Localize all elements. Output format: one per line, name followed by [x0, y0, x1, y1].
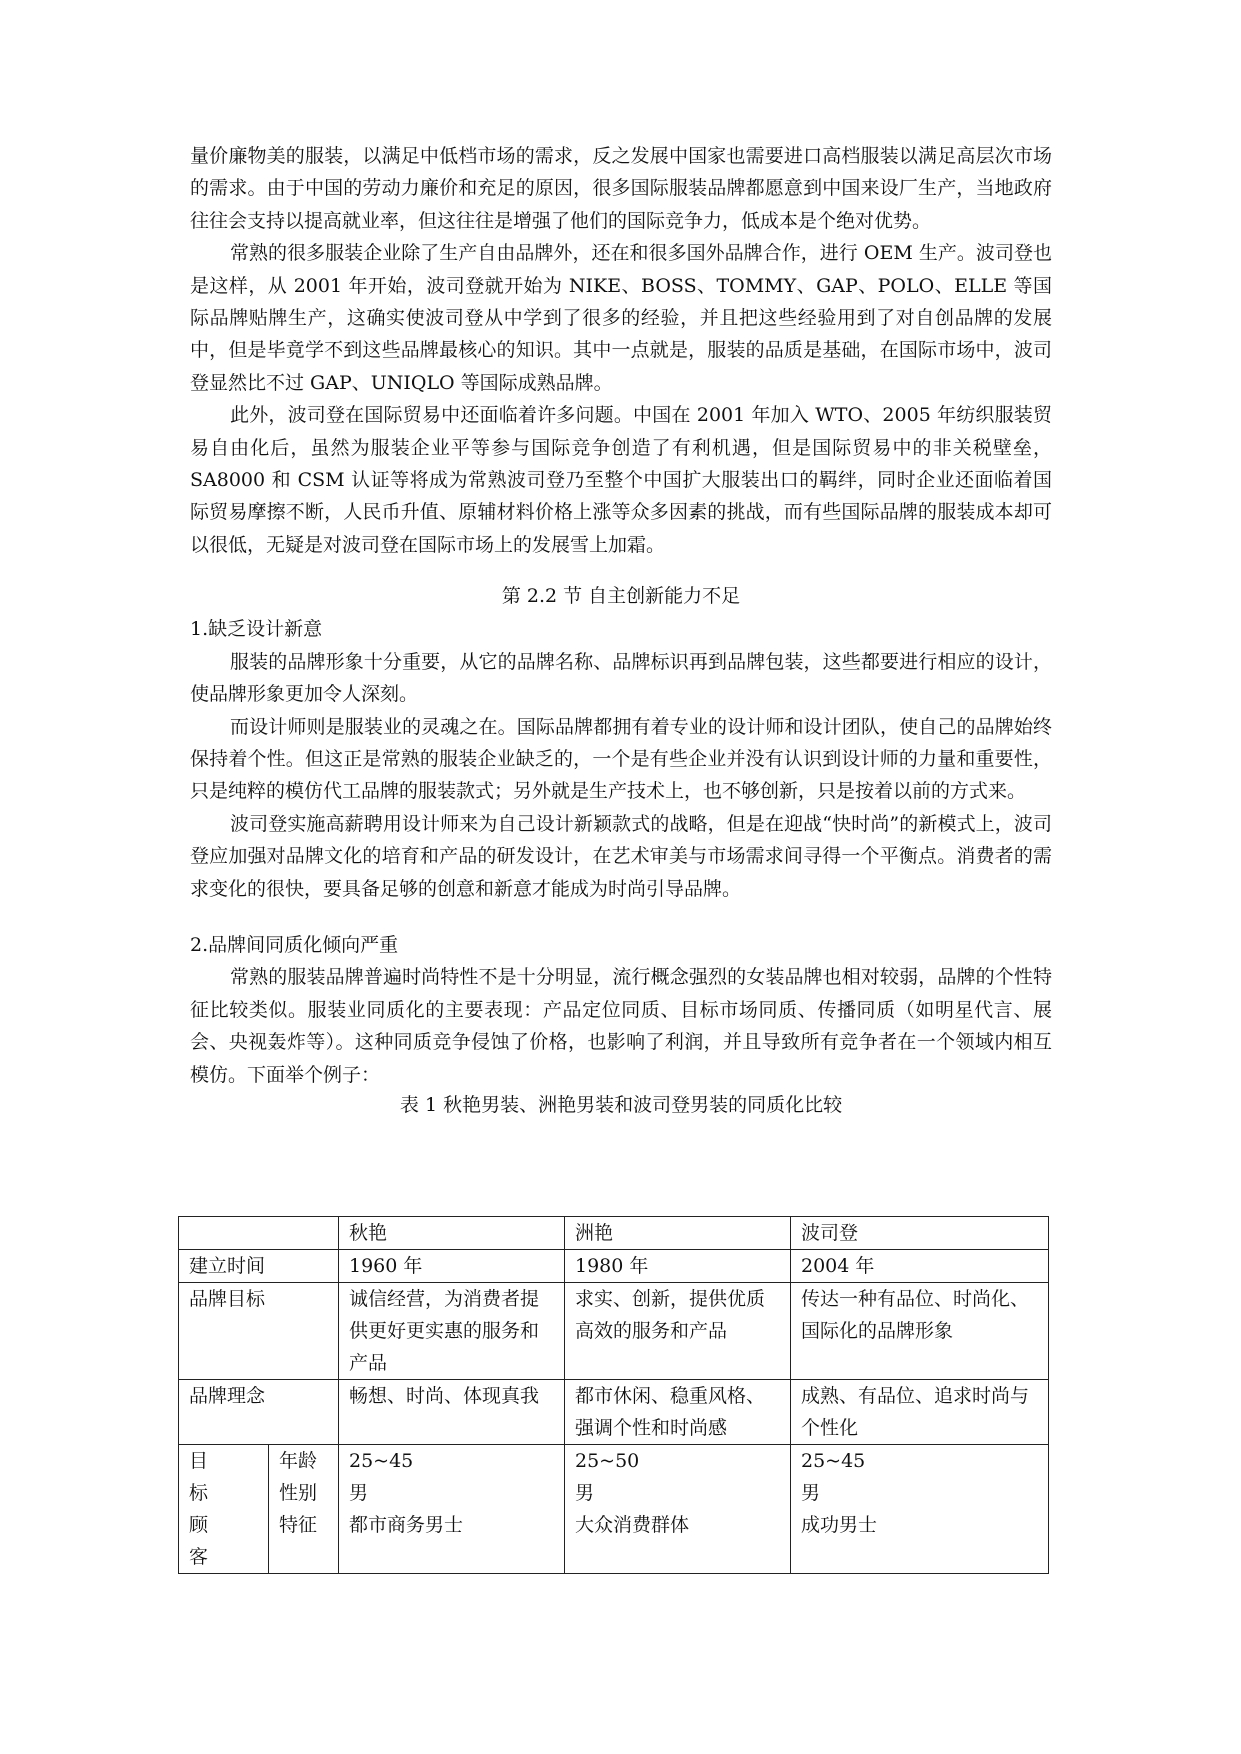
table-row-target-customer	[179, 1445, 1049, 1574]
cell-line: 25~45	[801, 1450, 866, 1472]
paragraph: 服装的品牌形象十分重要，从它的品牌名称、品牌标识再到品牌包装，这些都要进行相应的设计，使品牌形象更加令人深刻。	[190, 650, 1052, 706]
table-cell: 1980 年	[565, 1250, 791, 1283]
group-label-char: 标	[189, 1482, 209, 1504]
subsection-heading: 2.品牌间同质化倾向严重	[190, 933, 399, 956]
table-cell: 畅想、时尚、体现真我	[339, 1380, 565, 1445]
table-cell	[339, 1445, 565, 1574]
cell-line: 都市商务男士	[349, 1514, 464, 1536]
cell-line: 男	[801, 1482, 821, 1504]
group-label	[179, 1445, 269, 1574]
table-row	[179, 1283, 1049, 1380]
table-cell: 1960 年	[339, 1250, 565, 1283]
table-cell: 诚信经营，为消费者提供更好更实惠的服务和产品	[339, 1283, 565, 1380]
table-cell: 成熟、有品位、追求时尚与个性化	[791, 1380, 1049, 1445]
paragraph: 常熟的服装品牌普遍时尚特性不是十分明显，流行概念强烈的女装品牌也相对较弱，品牌的个性特征比较类似。服装业同质化的主要表现：产品定位同质、目标市场同质、传播同质（如明星代言、展会、央视轰炸等）。这种同质竞争侵蚀了价格，也影响了利润，并且导致所有竞争者在一个领域内相互模仿。下面举个例子：	[190, 966, 1052, 1086]
table-cell	[565, 1445, 791, 1574]
cell-line: 成功男士	[801, 1514, 878, 1536]
row-label: 品牌理念	[179, 1380, 339, 1445]
paragraph: 量价廉物美的服装，以满足中低档市场的需求，反之发展中国家也需要进口高档服装以满足高层次市场的需求。由于中国的劳动力廉价和充足的原因，很多国际服装品牌都愿意到中国来设厂生产，当地政府往往会支持以提高就业率，但这往往是增强了他们的国际竞争力，低成本是个绝对优势。	[190, 145, 1052, 232]
table-cell: 2004 年	[791, 1250, 1049, 1283]
sub-label: 年龄	[279, 1450, 318, 1472]
paragraph: 此外，波司登在国际贸易中还面临着许多问题。中国在 2001 年加入 WTO、2005 年纺织服装贸易自由化后，虽然为服装企业平等参与国际竞争创造了有利机遇，但是国际贸易中的非关税壁垒，SA8000 和 CSM 认证等将成为常熟波司登乃至整个中国扩大服装出口的羁绊，同时企业还面临着国际贸易摩擦不断，人民币升值、原辅材料价格上涨等众多因素的挑战，而有些国际品牌的服装成本却可以很低，无疑是对波司登在国际市场上的发展雪上加霜。	[190, 404, 1052, 556]
table-cell: 都市休闲、稳重风格、强调个性和时尚感	[565, 1380, 791, 1445]
sub-label: 性别	[279, 1482, 318, 1504]
paragraph: 而设计师则是服装业的灵魂之在。国际品牌都拥有着专业的设计师和设计团队，使自己的品牌始终保持着个性。但这正是常熟的服装企业缺乏的，一个是有些企业并没有认识到设计师的力量和重要性，只是纯粹的模仿代工品牌的服装款式；另外就是生产技术上，也不够创新，只是按着以前的方式来。	[190, 715, 1052, 803]
spacer	[190, 905, 1052, 929]
group-label-char: 目	[189, 1450, 209, 1472]
table-header-cell: 秋艳	[339, 1217, 565, 1250]
sub-labels	[269, 1445, 339, 1574]
table-cell: 传达一种有品位、时尚化、国际化的品牌形象	[791, 1283, 1049, 1380]
table-header-row	[179, 1217, 1049, 1250]
cell-line: 大众消费群体	[575, 1514, 690, 1536]
group-label-char: 客	[189, 1546, 209, 1568]
row-label: 建立时间	[179, 1250, 339, 1283]
group-label-char: 顾	[189, 1514, 209, 1536]
comparison-table	[178, 1216, 1049, 1574]
table-caption: 表 1 秋艳男装、洲艳男装和波司登男装的同质化比较	[399, 1093, 843, 1116]
table-header-cell	[179, 1217, 339, 1250]
table-row	[179, 1380, 1049, 1445]
cell-line: 男	[349, 1482, 369, 1504]
cell-line: 25~45	[349, 1450, 414, 1472]
cell-line: 男	[575, 1482, 595, 1504]
table-header-cell: 波司登	[791, 1217, 1049, 1250]
section-title: 第 2.2 节 自主创新能力不足	[501, 585, 741, 608]
table-header-cell: 洲艳	[565, 1217, 791, 1250]
paragraph: 波司登实施高薪聘用设计师来为自己设计新颖款式的战略，但是在迎战“快时尚”的新模式上，波司登应加强对品牌文化的培育和产品的研发设计，在艺术审美与市场需求间寻得一个平衡点。消费者的需求变化的很快，要具备足够的创意和新意才能成为时尚引导品牌。	[190, 812, 1052, 900]
table-cell: 求实、创新，提供优质高效的服务和产品	[565, 1283, 791, 1380]
sub-label: 特征	[279, 1514, 318, 1536]
table-row	[179, 1250, 1049, 1283]
document-page	[190, 140, 1052, 1119]
row-label: 品牌目标	[179, 1283, 339, 1380]
subsection-heading: 1.缺乏设计新意	[190, 618, 323, 641]
cell-line: 25~50	[575, 1450, 640, 1472]
table-cell	[791, 1445, 1049, 1574]
paragraph: 常熟的很多服装企业除了生产自由品牌外，还在和很多国外品牌合作，进行 OEM 生产。波司登也是这样，从 2001 年开始，波司登就开始为 NIKE、BOSS、TOMMY、GAP、POLO、ELLE 等国际品牌贴牌生产，这确实使波司登从中学到了很多的经验，并且把这些经验用到了对自创品牌的发展中，但是毕竟学不到这些品牌最核心的知识。其中一点就是，服装的品质是基础，在国际市场中，波司登显然比不过 GAP、UNIQLO 等国际成熟品牌。	[190, 242, 1052, 394]
